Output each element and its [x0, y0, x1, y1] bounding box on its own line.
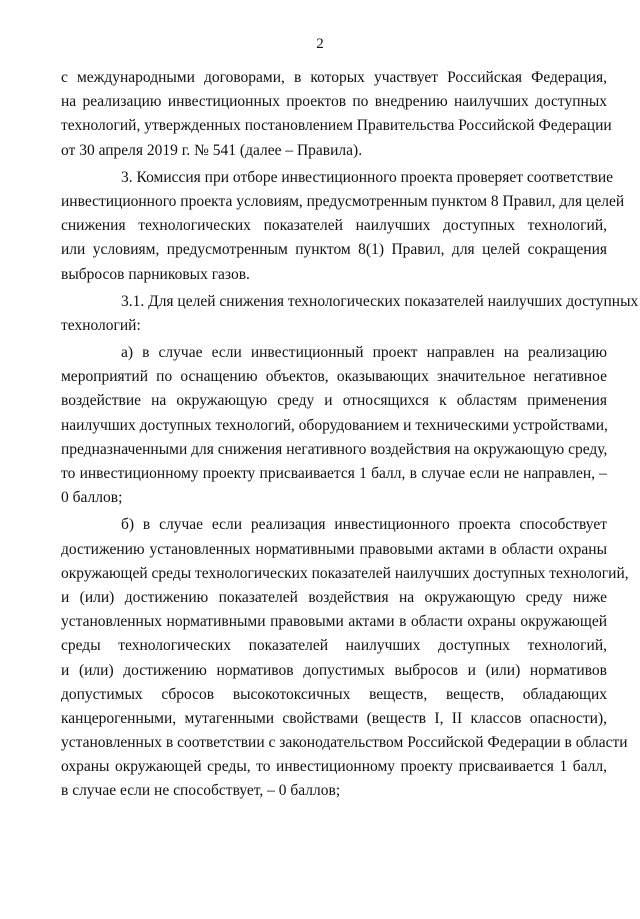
text-line: на реализацию инвестиционных проектов по внедрению наилучших доступных [61, 93, 607, 111]
text-line: с международными договорами, в которых участвует Российская Федерация, [61, 69, 607, 86]
text-line: от 30 апреля 2019 г. № 541 (далее – Правила). [61, 141, 363, 159]
paragraph-subitem-b [61, 513, 629, 803]
text-line: и (или) достижению нормативов допустимых выбросов и (или) нормативов [61, 661, 607, 679]
text-line: среды технологических показателей наилучших доступных технологий, [61, 637, 607, 655]
text-line: или условиям, предусмотренным пунктом 8(1) Правил, для целей сокращения [61, 241, 607, 259]
text-line: 3.1. Для целей снижения технологических показателей наилучших доступных [121, 292, 639, 310]
text-line: инвестиционного проекта условиям, предусмотренным пунктом 8 Правил, для целей [61, 192, 625, 210]
text-line: в случае если не способствует, – 0 баллов; [61, 782, 341, 800]
document-body [61, 66, 639, 804]
text-line: технологий, утвержденных постановлением Правительства Российской Федерации [61, 117, 612, 135]
text-line: допустимых сбросов высокотоксичных веществ, веществ, обладающих [61, 685, 607, 703]
paragraph-item-3 [61, 166, 625, 287]
text-line: снижения технологических показателей наилучших доступных технологий, [61, 217, 607, 235]
text-line: канцерогенными, мутагенными свойствами (веществ I, II классов опасности), [61, 709, 607, 727]
text-line: установленных в соответствии с законодательством Российской Федерации в области [61, 734, 628, 752]
text-line: б) в случае если реализация инвестиционного проекта способствует [121, 516, 607, 534]
text-line: 0 баллов; [61, 489, 123, 507]
text-line: а) в случае если инвестиционный проект направлен на реализацию [121, 344, 607, 362]
text-line: 3. Комиссия при отборе инвестиционного проекта проверяет соответствие [121, 168, 614, 186]
text-line: воздействие на окружающую среду и относящихся к областям применения [61, 392, 607, 410]
text-line: достижению установленных нормативными правовыми актами в области охраны [61, 540, 607, 558]
paragraph-intro-continuation [61, 66, 612, 163]
text-line: предназначенными для снижения негативного воздействия на окружающую среду, [61, 440, 608, 458]
text-line: и (или) достижению показателей воздействия на окружающую среду ниже [61, 588, 607, 606]
paragraph-item-3-1 [61, 290, 639, 338]
text-line: окружающей среды технологических показателей наилучших доступных технологий, [61, 564, 629, 582]
text-line: наилучших доступных технологий, оборудованием и техническими устройствами, [61, 416, 608, 434]
paragraph-subitem-a [61, 341, 607, 510]
text-line: мероприятий по оснащению объектов, оказывающих значительное негативное [61, 368, 607, 386]
text-line: охраны окружающей среды, то инвестиционному проекту присваивается 1 балл, [61, 758, 607, 776]
text-line: то инвестиционному проекту присваивается 1 балл, в случае если не направлен, – [61, 465, 607, 482]
page-number: 2 [316, 36, 324, 52]
text-line: установленных нормативными правовыми актами в области охраны окружающей [61, 613, 607, 631]
text-line: выбросов парниковых газов. [61, 265, 250, 283]
text-line: технологий: [61, 316, 141, 334]
